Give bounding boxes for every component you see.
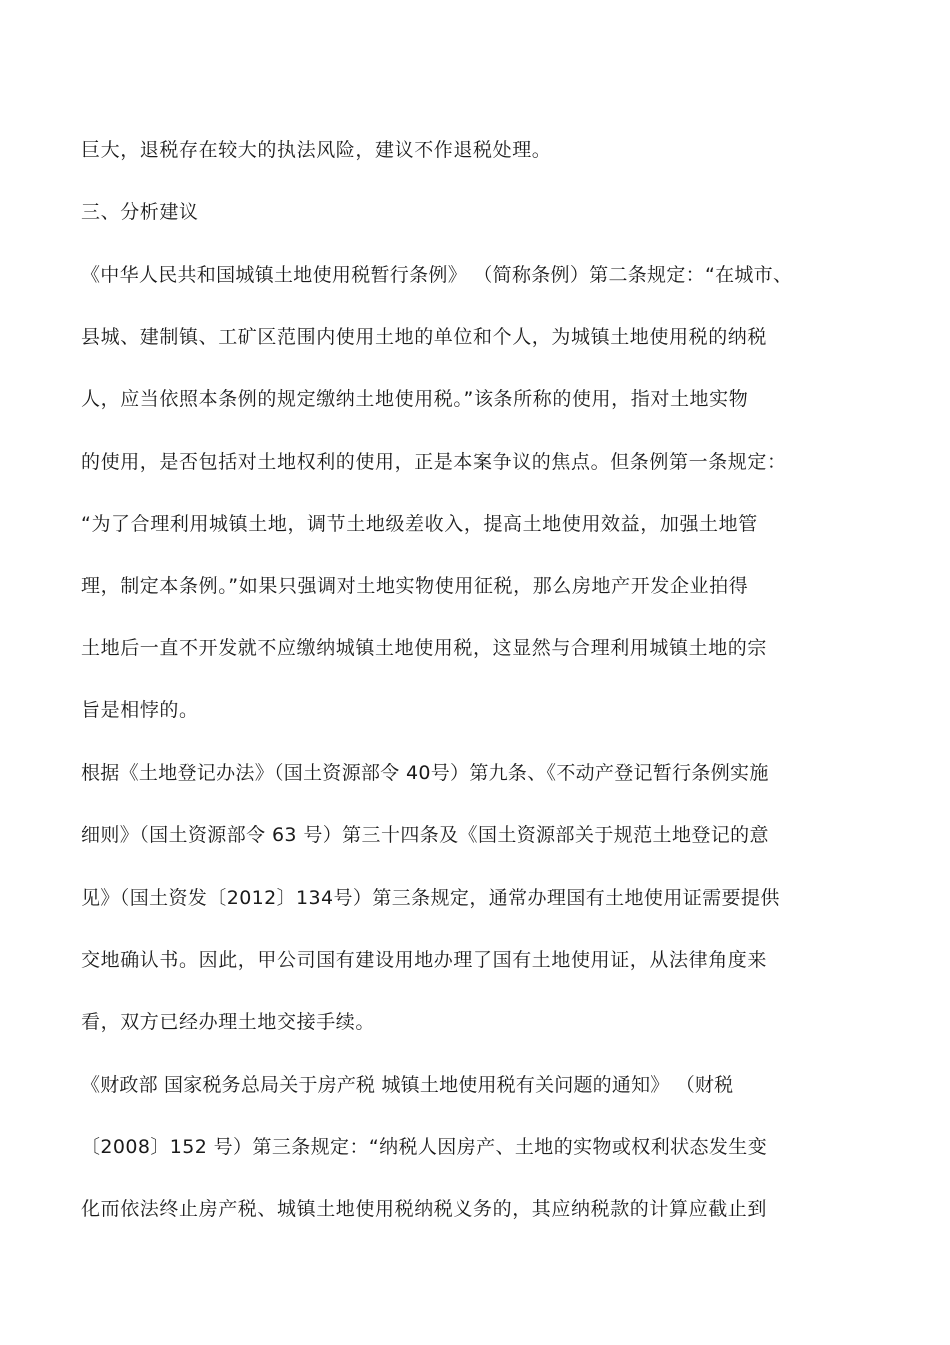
text-line-1: 巨大，退税存在较大的执法风险，建议不作退税处理。 bbox=[81, 139, 552, 161]
text-line-12: 细则》（国土资源部令 63 号）第三十四条及《国土资源部关于规范土地登记的意 bbox=[81, 824, 769, 846]
text-line-4: 县城、建制镇、工矿区范围内使用土地的单位和个人，为城镇土地使用税的纳税 bbox=[81, 326, 768, 348]
text-line-9: 土地后一直不开发就不应缴纳城镇土地使用税，这显然与合理利用城镇土地的宗 bbox=[81, 637, 768, 659]
text-line-11: 根据《土地登记办法》（国土资源部令 40号）第九条、《不动产登记暂行条例实施 bbox=[81, 762, 769, 784]
text-line-13: 见》（国土资发〔2012〕134号）第三条规定，通常办理国有土地使用证需要提供 bbox=[81, 887, 780, 909]
text-line-7: “为了合理利用城镇土地，调节土地级差收入，提高土地使用效益，加强土地管 bbox=[81, 513, 758, 535]
text-line-6: 的使用，是否包括对土地权利的使用，正是本案争议的焦点。但条例第一条规定： bbox=[81, 451, 787, 473]
text-line-10: 旨是相悖的。 bbox=[81, 699, 199, 721]
text-line-17: 〔2008〕152 号）第三条规定：“纳税人因房产、土地的实物或权利状态发生变 bbox=[81, 1136, 768, 1158]
text-line-18: 化而依法终止房产税、城镇土地使用税纳税义务的，其应纳税款的计算应截止到 bbox=[81, 1198, 768, 1220]
text-line-8: 理，制定本条例。”如果只强调对土地实物使用征税，那么房地产开发企业拍得 bbox=[81, 575, 749, 597]
section-heading: 三、分析建议 bbox=[81, 201, 199, 223]
text-line-16: 《财政部 国家税务总局关于房产税 城镇土地使用税有关问题的通知》 （财税 bbox=[81, 1074, 734, 1096]
text-line-14: 交地确认书。因此，甲公司国有建设用地办理了国有土地使用证，从法律角度来 bbox=[81, 949, 768, 971]
text-line-15: 看，双方已经办理土地交接手续。 bbox=[81, 1011, 376, 1033]
text-line-3: 《中华人民共和国城镇土地使用税暂行条例》 （简称条例）第二条规定：“在城市、 bbox=[81, 264, 793, 286]
text-line-5: 人，应当依照本条例的规定缴纳土地使用税。”该条所称的使用，指对土地实物 bbox=[81, 388, 749, 410]
